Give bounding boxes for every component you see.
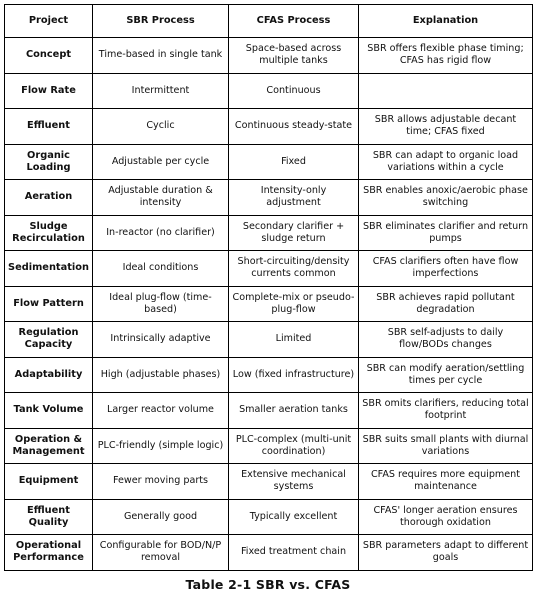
table-header bbox=[5, 5, 533, 38]
table-row bbox=[5, 180, 533, 216]
table-row bbox=[5, 535, 533, 571]
table-row bbox=[5, 215, 533, 251]
row-project-cell: Effluent Quality bbox=[5, 499, 93, 535]
table-row bbox=[5, 251, 533, 287]
row-cfas-cell: PLC-complex (multi-unit coordination) bbox=[229, 428, 359, 464]
row-project-cell: Flow Rate bbox=[5, 73, 93, 109]
row-sbr-cell: Generally good bbox=[93, 499, 229, 535]
table-body bbox=[5, 38, 533, 571]
row-explanation-cell: CFAS clarifiers often have flow imperfections bbox=[359, 251, 533, 287]
row-project-cell: Operation & Management bbox=[5, 428, 93, 464]
header-row bbox=[5, 5, 533, 38]
row-sbr-cell: High (adjustable phases) bbox=[93, 357, 229, 393]
row-explanation-cell: SBR parameters adapt to different goals bbox=[359, 535, 533, 571]
table-row bbox=[5, 286, 533, 322]
table-row bbox=[5, 109, 533, 145]
row-sbr-cell: Larger reactor volume bbox=[93, 393, 229, 429]
row-project-cell: Flow Pattern bbox=[5, 286, 93, 322]
row-project-cell: Sedimentation bbox=[5, 251, 93, 287]
row-cfas-cell: Fixed treatment chain bbox=[229, 535, 359, 571]
row-project-cell: Adaptability bbox=[5, 357, 93, 393]
row-explanation-cell: SBR can modify aeration/settling times per cycle bbox=[359, 357, 533, 393]
row-sbr-cell: Cyclic bbox=[93, 109, 229, 145]
table-row bbox=[5, 357, 533, 393]
row-project-cell: Concept bbox=[5, 38, 93, 74]
row-sbr-cell: Adjustable duration & intensity bbox=[93, 180, 229, 216]
header-sbr-process: SBR Process bbox=[93, 5, 229, 38]
table-row bbox=[5, 38, 533, 74]
comparison-table bbox=[4, 4, 533, 571]
row-sbr-cell: In-reactor (no clarifier) bbox=[93, 215, 229, 251]
row-project-cell: Operational Performance bbox=[5, 535, 93, 571]
row-sbr-cell: Adjustable per cycle bbox=[93, 144, 229, 180]
row-sbr-cell: Intermittent bbox=[93, 73, 229, 109]
table-row bbox=[5, 393, 533, 429]
row-project-cell: Effluent bbox=[5, 109, 93, 145]
row-sbr-cell: Fewer moving parts bbox=[93, 464, 229, 500]
row-explanation-cell: CFAS' longer aeration ensures thorough oxidation bbox=[359, 499, 533, 535]
header-explanation: Explanation bbox=[359, 5, 533, 38]
table-caption: Table 2-1 SBR vs. CFAS bbox=[185, 577, 351, 592]
row-project-cell: Aeration bbox=[5, 180, 93, 216]
row-project-cell: Sludge Recirculation bbox=[5, 215, 93, 251]
row-project-cell: Tank Volume bbox=[5, 393, 93, 429]
row-cfas-cell: Secondary clarifier + sludge return bbox=[229, 215, 359, 251]
table-row bbox=[5, 499, 533, 535]
row-cfas-cell: Complete-mix or pseudo-plug-flow bbox=[229, 286, 359, 322]
row-sbr-cell: Configurable for BOD/N/P removal bbox=[93, 535, 229, 571]
row-explanation-cell: SBR enables anoxic/aerobic phase switching bbox=[359, 180, 533, 216]
row-explanation-cell: SBR allows adjustable decant time; CFAS fixed bbox=[359, 109, 533, 145]
row-sbr-cell: Ideal plug-flow (time-based) bbox=[93, 286, 229, 322]
row-project-cell: Equipment bbox=[5, 464, 93, 500]
row-explanation-cell: SBR can adapt to organic load variations within a cycle bbox=[359, 144, 533, 180]
row-cfas-cell: Intensity-only adjustment bbox=[229, 180, 359, 216]
table-row bbox=[5, 428, 533, 464]
row-sbr-cell: Time-based in single tank bbox=[93, 38, 229, 74]
row-sbr-cell: Intrinsically adaptive bbox=[93, 322, 229, 358]
row-explanation-cell: SBR omits clarifiers, reducing total footprint bbox=[359, 393, 533, 429]
row-explanation-cell: SBR self-adjusts to daily flow/BODs changes bbox=[359, 322, 533, 358]
row-cfas-cell: Space-based across multiple tanks bbox=[229, 38, 359, 74]
header-cfas-process: CFAS Process bbox=[229, 5, 359, 38]
row-explanation-cell: CFAS requires more equipment maintenance bbox=[359, 464, 533, 500]
row-cfas-cell: Extensive mechanical systems bbox=[229, 464, 359, 500]
row-explanation-cell: SBR eliminates clarifier and return pumps bbox=[359, 215, 533, 251]
table-row bbox=[5, 464, 533, 500]
row-cfas-cell: Limited bbox=[229, 322, 359, 358]
comparison-table-container bbox=[4, 4, 532, 571]
row-cfas-cell: Smaller aeration tanks bbox=[229, 393, 359, 429]
table-row bbox=[5, 322, 533, 358]
row-sbr-cell: Ideal conditions bbox=[93, 251, 229, 287]
row-cfas-cell: Continuous steady-state bbox=[229, 109, 359, 145]
row-explanation-cell: SBR offers flexible phase timing; CFAS has rigid flow bbox=[359, 38, 533, 74]
row-explanation-cell bbox=[359, 73, 533, 109]
row-explanation-cell: SBR achieves rapid pollutant degradation bbox=[359, 286, 533, 322]
row-cfas-cell: Short-circuiting/density currents common bbox=[229, 251, 359, 287]
row-project-cell: Regulation Capacity bbox=[5, 322, 93, 358]
header-project: Project bbox=[5, 5, 93, 38]
table-row bbox=[5, 73, 533, 109]
table-row bbox=[5, 144, 533, 180]
row-sbr-cell: PLC-friendly (simple logic) bbox=[93, 428, 229, 464]
row-cfas-cell: Fixed bbox=[229, 144, 359, 180]
row-cfas-cell: Continuous bbox=[229, 73, 359, 109]
row-cfas-cell: Typically excellent bbox=[229, 499, 359, 535]
row-explanation-cell: SBR suits small plants with diurnal variations bbox=[359, 428, 533, 464]
row-project-cell: Organic Loading bbox=[5, 144, 93, 180]
row-cfas-cell: Low (fixed infrastructure) bbox=[229, 357, 359, 393]
